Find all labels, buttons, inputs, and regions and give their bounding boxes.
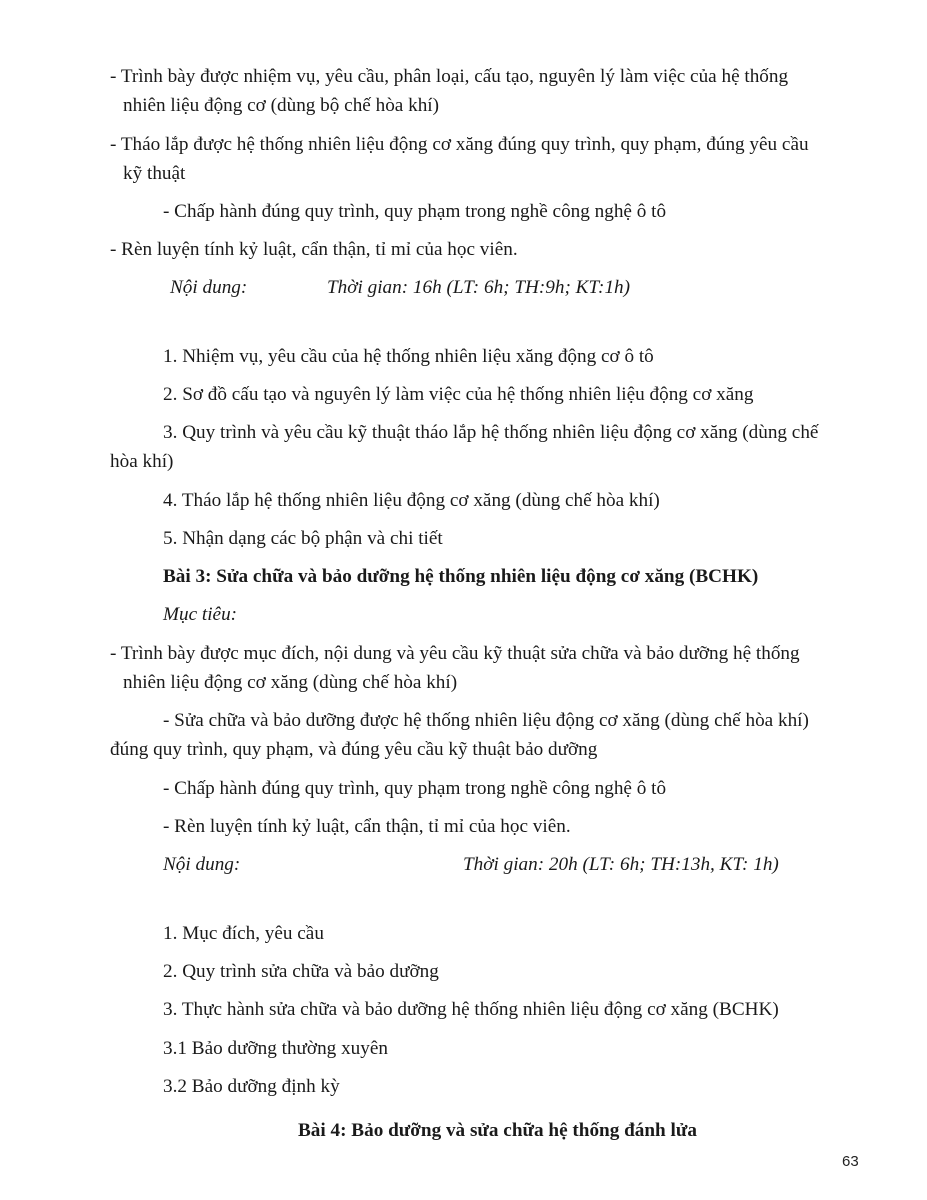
content-item: 5. Nhận dạng các bộ phận và chi tiết bbox=[163, 528, 443, 549]
content-time: Thời gian: 16h (LT: 6h; TH:9h; KT:1h) bbox=[327, 277, 631, 298]
content-item: 3. Thực hành sửa chữa và bảo dưỡng hệ thống nhiên liệu động cơ xăng (BCHK) bbox=[163, 999, 779, 1020]
page-number: 63 bbox=[842, 1153, 859, 1170]
content-item: 2. Quy trình sửa chữa và bảo dưỡng bbox=[163, 961, 439, 982]
goal-line: - Chấp hành đúng quy trình, quy phạm trong nghề công nghệ ô tô bbox=[163, 201, 667, 222]
goal-line-cont: nhiên liệu động cơ (dùng bộ chế hòa khí) bbox=[123, 95, 440, 116]
goal-line: - Trình bày được nhiệm vụ, yêu cầu, phân loại, cấu tạo, nguyên lý làm việc của hệ thống bbox=[110, 66, 789, 87]
goal-line-cont: đúng quy trình, quy phạm, và đúng yêu cầu kỹ thuật bảo dưỡng bbox=[110, 739, 598, 760]
goal-line: - Tháo lắp được hệ thống nhiên liệu động cơ xăng đúng quy trình, quy phạm, đúng yêu cầu bbox=[110, 134, 809, 155]
goal-label: Mục tiêu: bbox=[163, 604, 238, 625]
goal-line: - Rèn luyện tính kỷ luật, cẩn thận, tỉ mỉ của học viên. bbox=[163, 816, 571, 837]
content-label: Nội dung: bbox=[170, 277, 248, 298]
lesson-4-title: Bài 4: Bảo dưỡng và sửa chữa hệ thống đánh lửa bbox=[298, 1120, 697, 1141]
content-item: 1. Nhiệm vụ, yêu cầu của hệ thống nhiên liệu xăng động cơ ô tô bbox=[163, 346, 654, 367]
content-item: 3. Quy trình và yêu cầu kỹ thuật tháo lắp hệ thống nhiên liệu động cơ xăng (dùng chế bbox=[163, 422, 819, 443]
content-time: Thời gian: 20h (LT: 6h; TH:13h, KT: 1h) bbox=[463, 854, 779, 875]
goal-line-cont: nhiên liệu động cơ xăng (dùng chế hòa khí) bbox=[123, 672, 458, 693]
content-label: Nội dung: bbox=[163, 854, 241, 875]
lesson-3-title: Bài 3: Sửa chữa và bảo dưỡng hệ thống nhiên liệu động cơ xăng (BCHK) bbox=[163, 566, 759, 587]
goal-line: - Rèn luyện tính kỷ luật, cẩn thận, tỉ mỉ của học viên. bbox=[110, 239, 518, 260]
content-item: 2. Sơ đồ cấu tạo và nguyên lý làm việc của hệ thống nhiên liệu động cơ xăng bbox=[163, 384, 754, 405]
content-item: 4. Tháo lắp hệ thống nhiên liệu động cơ xăng (dùng chế hòa khí) bbox=[163, 490, 660, 511]
goal-line: - Sửa chữa và bảo dưỡng được hệ thống nhiên liệu động cơ xăng (dùng chế hòa khí) bbox=[163, 710, 809, 731]
content-item: 1. Mục đích, yêu cầu bbox=[163, 923, 324, 944]
content-item: 3.2 Bảo dưỡng định kỳ bbox=[163, 1076, 340, 1097]
goal-line: - Trình bày được mục đích, nội dung và yêu cầu kỹ thuật sửa chữa và bảo dưỡng hệ thống bbox=[110, 643, 800, 664]
content-item-cont: hòa khí) bbox=[110, 451, 174, 472]
content-item: 3.1 Bảo dưỡng thường xuyên bbox=[163, 1038, 388, 1059]
goal-line-cont: kỹ thuật bbox=[123, 163, 186, 184]
goal-line: - Chấp hành đúng quy trình, quy phạm trong nghề công nghệ ô tô bbox=[163, 778, 667, 799]
